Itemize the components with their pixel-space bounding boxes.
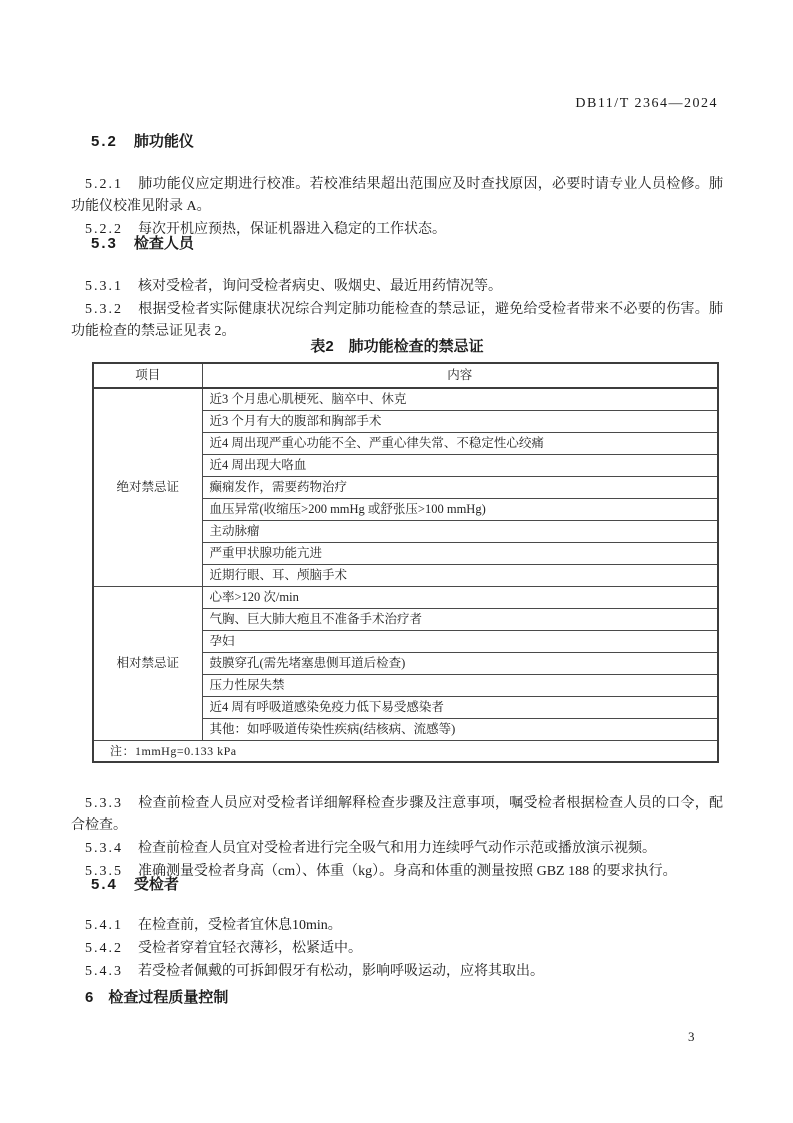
heading-number: 5.4 — [91, 876, 118, 893]
clause-text: 在检查前，受检者宜休息10min。 — [138, 918, 342, 933]
standard-reference: DB11/T 2364—2024 — [575, 96, 718, 111]
clause-number: 5.3.5 — [85, 864, 123, 879]
table-cell: 近4 周出现严重心功能不全、严重心律失常、不稳定性心绞痛 — [202, 433, 718, 455]
clause-text: 准确测量受检者身高（cm）、体重（kg）。身高和体重的测量按照 GBZ 188 的要求执行。 — [138, 864, 677, 879]
table-row — [93, 587, 718, 609]
column-header-content: 内容 — [202, 363, 718, 388]
table-cell: 压力性尿失禁 — [202, 675, 718, 697]
clause-number: 5.2.1 — [85, 177, 123, 192]
table-cell: 鼓膜穿孔(需先堵塞患侧耳道后检查) — [202, 653, 718, 675]
table-row — [93, 388, 718, 411]
table-cell: 近3 个月患心肌梗死、脑卒中、休克 — [202, 388, 718, 411]
clause-text: 受检者穿着宜轻衣薄衫，松紧适中。 — [138, 941, 362, 956]
clause-5-2-1 — [71, 174, 723, 218]
column-header-item: 项目 — [93, 363, 202, 388]
clause-text: 肺功能仪应定期进行校准。若校准结果超出范围应及时查找原因，必要时请专业人员检修。肺功能仪校准见附录 A。 — [71, 177, 723, 214]
table-cell: 其他：如呼吸道传染性疾病(结核病、流感等) — [202, 719, 718, 741]
table-cell: 近4 周出现大咯血 — [202, 455, 718, 477]
table-caption: 表2 肺功能检查的禁忌证 — [310, 338, 484, 355]
table-cell: 近期行眼、耳、颅脑手术 — [202, 565, 718, 587]
table-cell: 血压异常(收缩压>200 mmHg 或舒张压>100 mmHg) — [202, 499, 718, 521]
page-number: 3 — [688, 1029, 695, 1044]
heading-number: 5.2 — [91, 133, 118, 150]
clause-5-3-3 — [71, 793, 723, 837]
table-cell: 主动脉瘤 — [202, 521, 718, 543]
heading-5-3 — [91, 232, 194, 253]
clause-number: 5.3.3 — [85, 796, 123, 811]
clause-text: 每次开机应预热，保证机器进入稳定的工作状态。 — [138, 222, 446, 237]
heading-number: 5.3 — [91, 235, 118, 252]
table-cell: 近4 周有呼吸道感染免疫力低下易受感染者 — [202, 697, 718, 719]
clause-text: 核对受检者，询问受检者病史、吸烟史、最近用药情况等。 — [138, 279, 502, 294]
clause-5-3-4 — [71, 838, 723, 860]
clause-number: 5.3.2 — [85, 302, 123, 317]
heading-6 — [85, 986, 228, 1007]
heading-title: 肺功能仪 — [133, 133, 194, 150]
table-cell: 孕妇 — [202, 631, 718, 653]
clause-number: 5.3.1 — [85, 279, 123, 294]
table-note: 注：1mmHg=0.133 kPa — [93, 741, 718, 763]
clause-text: 若受检者佩戴的可拆卸假牙有松动，影响呼吸运动，应将其取出。 — [138, 964, 544, 979]
clause-text: 检查前检查人员应对受检者详细解释检查步骤及注意事项，嘱受检者根据检查人员的口令，配合检查。 — [71, 796, 723, 833]
clause-number: 5.4.3 — [85, 964, 123, 979]
heading-title: 受检者 — [133, 876, 179, 893]
clause-number: 5.4.1 — [85, 918, 123, 933]
heading-5-4 — [91, 873, 179, 894]
table-header-row — [93, 363, 718, 388]
group-label-relative: 相对禁忌证 — [93, 587, 202, 741]
clause-number: 5.2.2 — [85, 222, 123, 237]
heading-number: 6 — [85, 989, 96, 1006]
table-cell: 近3 个月有大的腹部和胸部手术 — [202, 411, 718, 433]
table-cell: 癫痫发作，需要药物治疗 — [202, 477, 718, 499]
clause-5-4-2 — [71, 938, 723, 960]
clause-number: 5.4.2 — [85, 941, 123, 956]
clause-5-3-1 — [71, 276, 723, 298]
table-cell: 严重甲状腺功能亢进 — [202, 543, 718, 565]
group-label-absolute: 绝对禁忌证 — [93, 388, 202, 587]
heading-title: 检查人员 — [133, 235, 194, 252]
heading-title: 检查过程质量控制 — [108, 989, 229, 1006]
clause-text: 根据受检者实际健康状况综合判定肺功能检查的禁忌证，避免给受检者带来不必要的伤害。肺功能检查的禁忌证见表 2。 — [71, 302, 723, 339]
clause-text: 检查前检查人员宜对受检者进行完全吸气和用力连续呼气动作示范或播放演示视频。 — [138, 841, 656, 856]
clause-5-4-1 — [71, 915, 723, 937]
contraindications-table — [92, 362, 719, 763]
table-cell: 心率>120 次/min — [202, 587, 718, 609]
table-cell: 气胸、巨大肺大疱且不准备手术治疗者 — [202, 609, 718, 631]
table-note-row — [93, 741, 718, 763]
heading-5-2 — [91, 130, 194, 151]
clause-5-4-3 — [71, 961, 723, 983]
clause-number: 5.3.4 — [85, 841, 123, 856]
